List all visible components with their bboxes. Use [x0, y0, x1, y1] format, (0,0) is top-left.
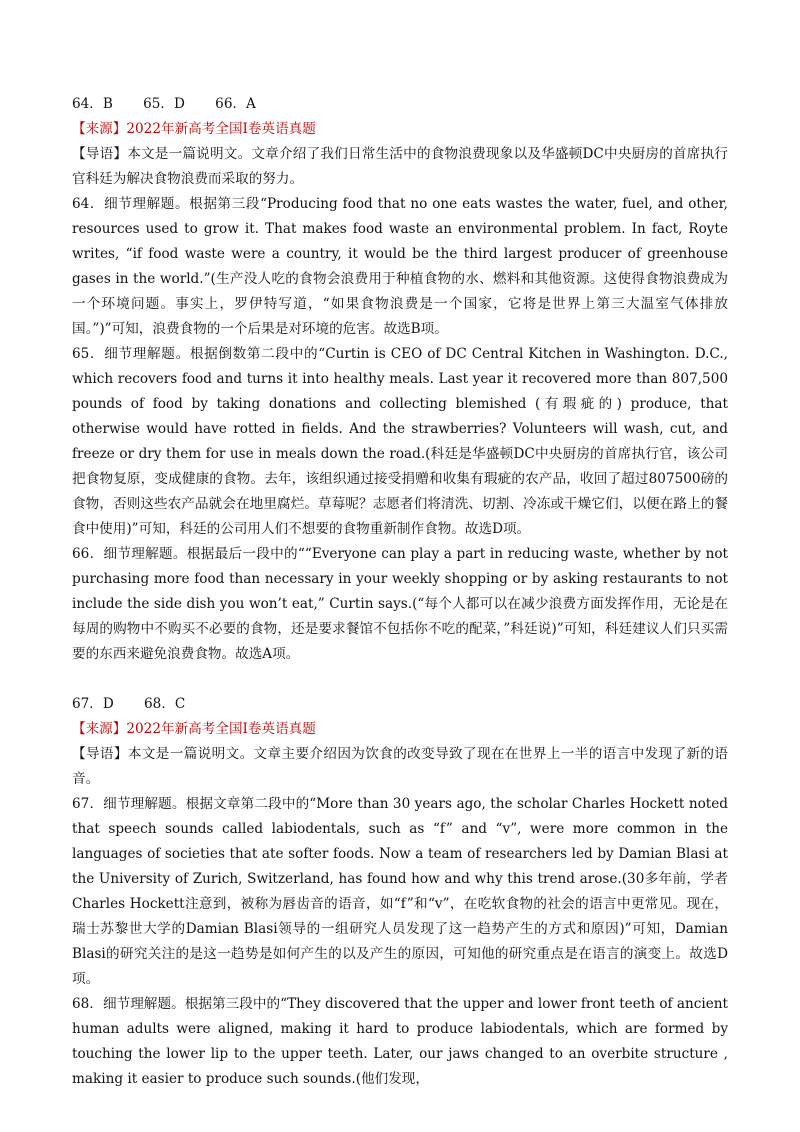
document-page	[72, 92, 728, 1092]
intro-paragraph: 【导语】本文是一篇说明文。文章介绍了我们日常生活中的食物浪费现象以及华盛顿DC中央厨房的首席执行官科廷为解决食物浪费而采取的努力。	[72, 146, 728, 187]
explanation-q64: 64．细节理解题。根据第三段“Producing food that no one eats wastes the water, fuel, and other, resources used to grow it. That makes food waste an environmental problem. In fact, Royte writes, “if food waste were a country, it would be the third largest producer of greenhouse gases in the world.”(生产没人吃的食物会浪费用于种植食物的水、燃料和其他资源。这使得食物浪费成为一个环境问题。事实上，罗伊特写道，“如果食物浪费是一个国家，它将是世界上第三大温室气体排放国。”)”可知，浪费食物的一个后果是对环境的危害。故选B项。	[72, 196, 728, 337]
explanation-q66: 66．细节理解题。根据最后一段中的““Everyone can play a part in reducing waste, whether by not purchasing more food than necessary in your weekly shopping or by asking restaurants to not include the side dish you won’t eat,” Curtin says.(“每个人都可以在减少浪费方面发挥作用，无论是在每周的购物中不购买不必要的食物，还是要求餐馆不包括你不吃的配菜，”科廷说)”可知，科廷建议人们只买需要的东西来避免浪费食物。故选A项。	[72, 546, 728, 662]
intro-paragraph: 【导语】本文是一篇说明文。文章主要介绍因为饮食的改变导致了现在在世界上一半的语言中发现了新的语音。	[72, 746, 728, 787]
source-label: 【来源】2022年新高考全国Ⅰ卷英语真题	[72, 121, 316, 137]
answer-key: 64．B 65．D 66．A	[72, 96, 256, 112]
section-labiodentals	[72, 692, 728, 1092]
section-spacer	[72, 667, 728, 692]
explanation-q67: 67．细节理解题。根据文章第二段中的“More than 30 years ago, the scholar Charles Hockett noted that speech sounds called labiodentals, such as “f” and “v”, were more common in the languages of societies that ate softer foods. Now a team of researchers led by Damian Blasi at the University of Zurich, Switzerland, has found how and why this trend arose.(30多年前，学者Charles Hockett注意到，被称为唇齿音的语音，如“f”和“v”，在吃软食物的社会的语言中更常见。现在，瑞士苏黎世大学的Damian Blasi领导的一组研究人员发现了这一趋势产生的方式和原因)”可知，Damian Blasi的研究关注的是这一趋势是如何产生的以及产生的原因，可知他的研究重点是在语言的演变上。故选D项。	[72, 796, 728, 987]
explanation-q65: 65．细节理解题。根据倒数第二段中的“Curtin is CEO of DC Central Kitchen in Washington. D.C., which recovers food and turns it into healthy meals. Last year it recovered more than 807,500 pounds of food by taking donations and collecting blemished (有瑕疵的) produce, that otherwise would have rotted in fields. And the strawberries? Volunteers will wash, cut, and freeze or dry them for use in meals down the road.(科廷是华盛顿DC中央厨房的首席执行官，该公司把食物复原，变成健康的食物。去年，该组织通过接受捐赠和收集有瑕疵的农产品，收回了超过807500磅的食物，否则这些农产品就会在地里腐烂。草莓呢？志愿者们将清洗、切割、冷冻或干燥它们，以便在路上的餐食中使用)”可知，科廷的公司用人们不想要的食物重新制作食物。故选D项。	[72, 346, 728, 537]
explanation-q68: 68．细节理解题。根据第三段中的“They discovered that the upper and lower front teeth of ancient human adults were aligned, making it hard to produce labiodentals, which are formed by touching the lower lip to the upper teeth. Later, our jaws changed to an overbite structure , making it easier to produce such sounds.(他们发现，	[72, 996, 728, 1087]
answer-key: 67．D 68．C	[72, 696, 186, 712]
section-food-waste	[72, 92, 728, 667]
source-label: 【来源】2022年新高考全国Ⅰ卷英语真题	[72, 721, 316, 737]
